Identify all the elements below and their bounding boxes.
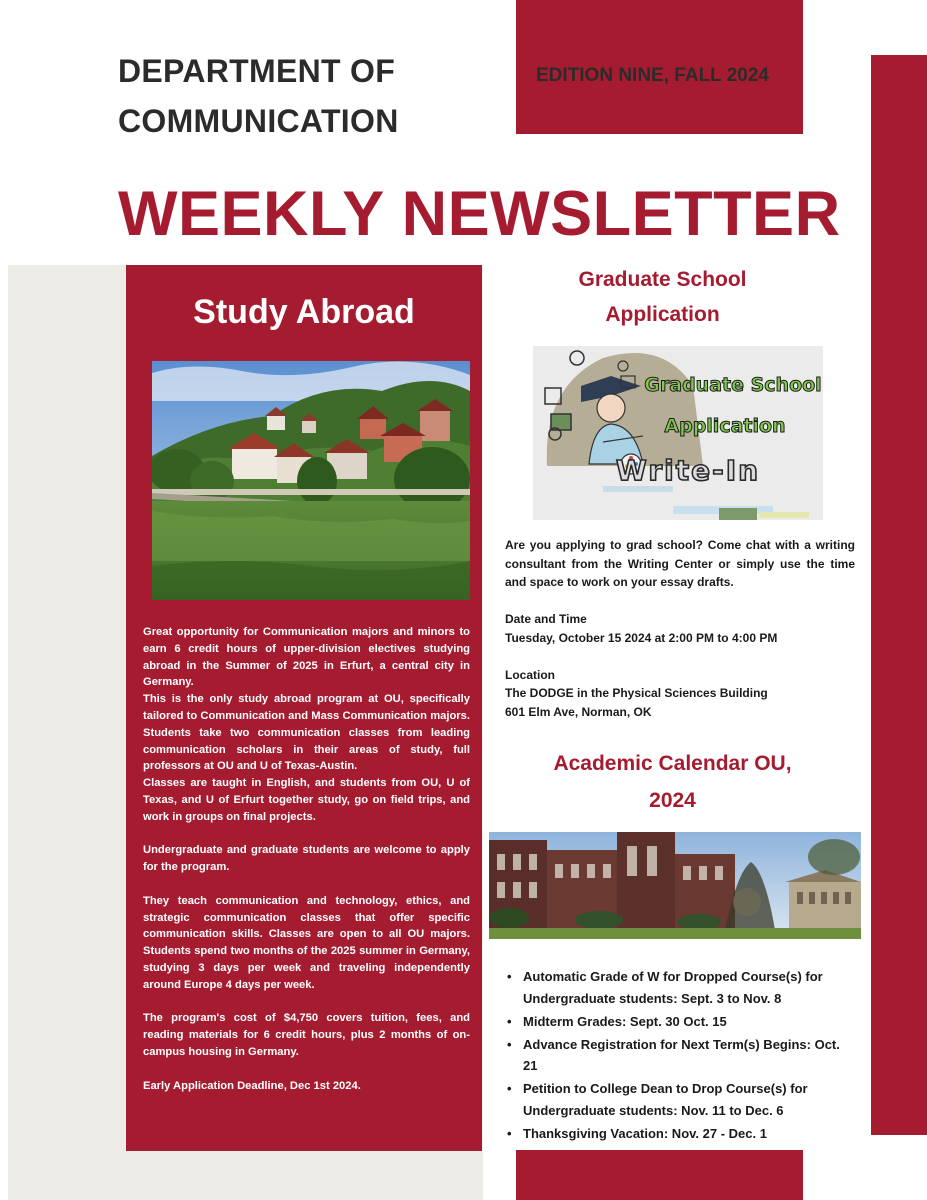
calendar-item [505,1123,855,1145]
study-paragraph: Undergraduate and graduate students are welcome to apply for the program. [143,844,470,874]
location-line: The DODGE in the Physical Sciences Building [505,686,768,700]
calendar-item-text: Thanksgiving Vacation: Nov. 27 - Dec. 1 [523,1125,767,1141]
calendar-item [505,966,855,1009]
calendar-item [505,1078,855,1121]
location-label: Location [505,667,555,682]
study-paragraph: They teach communication and technology, ethics, and strategic communication classes that offer specific communication skills. Classes are open to all OU majors. Students spend two months of the 2025 summer in Germany, studying 3 days per week and traveling independently around Europe 4 days per week. [143,894,470,991]
bullet-icon: • [507,1013,512,1029]
bullet-icon: • [507,969,512,984]
edition-box [516,0,803,134]
grad-image-title-1: Graduate School [644,374,822,396]
academic-calendar-list [505,966,855,1146]
study-abroad-panel [126,265,482,1151]
academic-calendar-heading: Academic Calendar OU, 2024 [553,752,792,812]
study-abroad-body [143,624,470,1094]
study-paragraph: Great opportunity for Communication majors and minors to earn 6 credit hours of upper-division electives studying abroad in the Summer of 2025 in Erfurt, a central city in Germany. [143,626,470,689]
study-paragraph: The program's cost of $4,750 covers tuition, fees, and reading materials for 6 credit hours, plus 2 months of on-campus housing in Germany. [143,1012,470,1058]
location-line: 601 Elm Ave, Norman, OK [505,704,652,719]
bullet-icon: • [507,1081,512,1096]
calendar-item-text: Midterm Grades: Sept. 30 Oct. 15 [523,1013,727,1029]
study-abroad-heading: Study Abroad [193,293,415,331]
edition-label: EDITION NINE, FALL 2024 [536,65,769,86]
river-town-photo [152,361,470,600]
calendar-item-text: Advance Registration for Next Term(s) Begins: Oct. 21 [523,1036,840,1073]
bullet-icon: • [507,1036,512,1052]
study-paragraph: This is the only study abroad program at OU, specifically tailored to Communication and Mass Communication majors. Students take two communication classes from leading communication scholars in their areas of study, full professors at OU and U of Texas-Austin. [143,693,470,773]
decorative-right-bar [871,55,927,1135]
grad-school-body [505,536,855,721]
campus-building-photo [489,832,861,939]
date-label: Date and Time [505,612,587,626]
grad-image-title-2: Application [664,415,786,437]
newsletter-title: WEEKLY NEWSLETTER [118,179,841,249]
date-value: Tuesday, October 15 2024 at 2:00 PM to 4:00 PM [505,630,778,645]
bullet-icon: • [507,1125,512,1141]
decorative-bottom-block [516,1150,803,1200]
department-title: DEPARTMENT OF COMMUNICATION [118,53,399,139]
grad-intro: Are you applying to grad school? Come chat with a writing consultant from the Writing Center or simply use the time and space to work on your essay drafts. [505,538,855,589]
calendar-item-text: Automatic Grade of W for Dropped Course(s) for Undergraduate students: Sept. 3 to Nov. 8 [523,969,823,1006]
grad-school-heading: Graduate School Application [578,268,747,326]
calendar-item [505,1011,855,1033]
calendar-item [505,1034,855,1077]
grad-image-subtitle: Write-In [615,454,761,487]
study-paragraph: Classes are taught in English, and students from OU, U of Texas, and U of Erfurt together study, go on field trips, and work in groups on final projects. [143,777,470,823]
study-paragraph: Early Application Deadline, Dec 1st 2024. [143,1079,361,1092]
grad-school-illustration [533,346,823,520]
calendar-item-text: Petition to College Dean to Drop Course(s) for Undergraduate students: Nov. 11 to Dec. 6 [523,1081,808,1118]
